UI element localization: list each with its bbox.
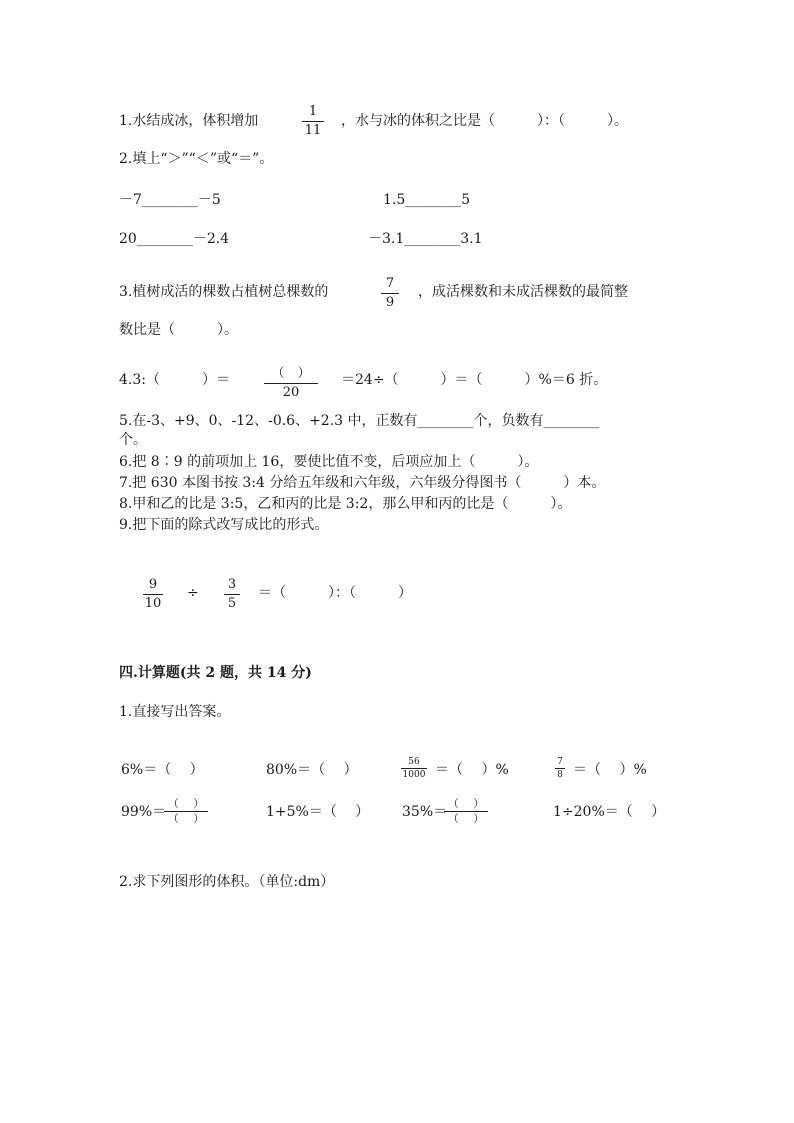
q8-text: 8.甲和乙的比是 3:5，乙和丙的比是 3:2，那么甲和丙的比是（ ）。 [119,496,572,512]
q6-text: 6.把 8∶9 的前项加上 16，要使比值不变，后项应加上（ ）。 [119,454,539,470]
fraction-bar [143,594,163,595]
q4-frac-num: （ ） [271,366,311,381]
calc1-title: 1.直接写出答案。 [119,704,231,720]
calc-r1d-num: 7 [557,757,563,767]
section-heading: 四.计算题(共 2 题，共 14 分) [119,665,312,681]
calc-r1b: 80%＝（ ） [266,762,358,778]
fraction-bar [302,121,324,122]
q1-frac-den: 11 [304,123,322,138]
calc-r2d: 1÷20%＝（ ） [553,804,666,820]
calc-r1c-num: 56 [408,757,420,767]
q4-text-post: ＝24÷（ ）＝（ ）%＝6 折。 [341,372,608,388]
calc-r2c-pre: 35%＝ [402,804,448,820]
q9-fraction-2 [224,577,240,612]
calc-r1d-den: 8 [557,770,563,780]
q9-fraction-1 [143,577,163,612]
calc-r2a-fraction [164,798,208,825]
q3-frac-num: 7 [385,276,395,291]
q9-f1-den: 10 [144,596,162,611]
q2-item-b: 1.5________5 [383,192,471,208]
q4-text-pre: 4.3:（ ）＝ [119,372,230,388]
q5-line1: 5.在-3、+9、0、-12、-0.6、+2.3 中，正数有________个，负数有________ [119,413,600,429]
calc-r2a-pre: 99%＝ [121,804,167,820]
fraction-bar [224,594,240,595]
q3-text-post: ，成活棵数和未成活棵数的最简整 [418,284,628,300]
calc-r1c-fraction [401,757,427,780]
calc-r1c-den: 1000 [402,770,426,780]
fraction-bar [381,293,399,294]
calc-r2a-num: （ ） [167,797,205,810]
q9-f1-num: 9 [148,577,158,592]
q4-frac-den: 20 [282,385,300,400]
q2-title: 2.填上“＞”“＜”或“＝”。 [119,151,274,167]
q1-text-post: ，水与冰的体积之比是（ ）：（ ）。 [341,113,628,129]
q1-frac-num: 1 [308,104,318,119]
q2-item-d: －3.1________3.1 [368,231,483,247]
q9-f2-den: 5 [227,596,237,611]
q5-line2: 个。 [119,432,147,448]
calc-r2a-den: （ ） [167,812,205,825]
calc-r1c-post: ＝（ ）% [435,762,509,778]
q9-title: 9.把下面的除式改写成比的形式。 [119,517,329,533]
q3-frac-den: 9 [385,295,395,310]
q2-item-c: 20________－2.4 [119,231,230,247]
fraction-bar [555,768,565,769]
q3-text-pre: 3.植树成活的棵数占植树总棵数的 [119,284,329,300]
q3-fraction [381,276,399,311]
fraction-bar [401,768,427,769]
q4-fraction [264,366,318,401]
calc2-title: 2.求下列图形的体积。（单位:dm） [119,874,335,890]
fraction-bar [264,383,318,384]
q9-ratio-answer: ＝（ ）：（ ） [258,585,412,601]
q9-divide-sign: ÷ [187,585,199,601]
calc-r1d-fraction [555,757,565,780]
calc-r1d-post: ＝（ ）% [573,762,647,778]
q1-text-pre: 1.水结成冰，体积增加 [119,113,259,129]
calc-r2c-num: （ ） [447,797,485,810]
q9-f2-num: 3 [227,577,237,592]
q2-item-a: －7________－5 [119,192,221,208]
calc-r1a: 6%＝（ ） [121,762,204,778]
q7-text: 7.把 630 本图书按 3:4 分给五年级和六年级，六年级分得图书（ ）本。 [119,475,606,491]
q3-line2: 数比是（ ）。 [119,322,238,338]
calc-r2c-den: （ ） [447,812,485,825]
calc-r2b: 1+5%＝（ ） [266,804,370,820]
q1-fraction [302,104,324,139]
calc-r2c-fraction [444,798,488,825]
